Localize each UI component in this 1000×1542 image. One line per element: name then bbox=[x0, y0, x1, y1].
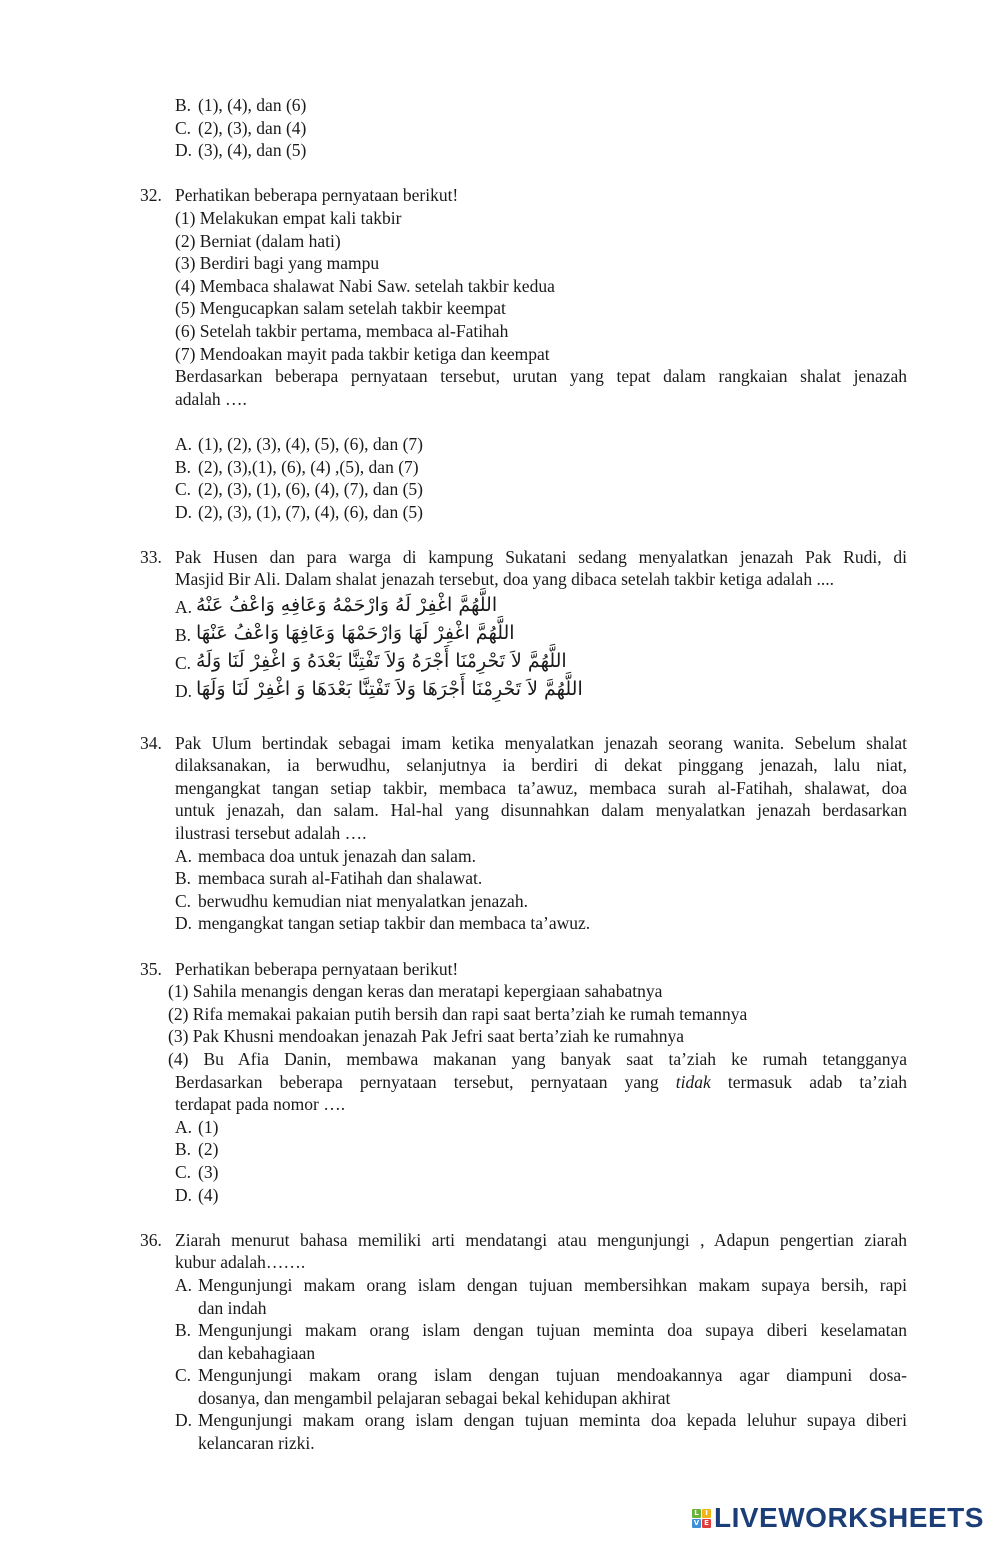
option-text: (1), (2), (3), (4), (5), (6), dan (7) bbox=[198, 433, 423, 454]
answer-option[interactable] bbox=[0, 139, 1000, 162]
option-letter: B. bbox=[175, 95, 192, 115]
answer-option[interactable] bbox=[0, 94, 1000, 117]
option-text: (2) bbox=[198, 1139, 219, 1160]
option-letter: B. bbox=[175, 1139, 192, 1160]
option-text: dan kebahagiaan bbox=[198, 1342, 316, 1363]
emphasis-word: tidak bbox=[675, 1071, 711, 1092]
text-line bbox=[0, 1003, 1000, 1026]
text-line bbox=[0, 799, 1000, 822]
text-line bbox=[0, 546, 1000, 569]
paragraph-line: mengangkat tangan setiap takbir, membaca ta’awuz, membaca surah al-Fatihah, shalawat, doa bbox=[175, 777, 907, 798]
arabic-option-text: اللَّهُمَّ لاَ تَحْرِمْنَا أَجْرَهَا وَلاَ تَفْتِنَّا بَعْدَهَا وَ اغْفِرْ لَنَا وَلَهَا bbox=[196, 678, 583, 701]
statement-item: (3) Pak Khusni mendoakan jenazah Pak Jefri saat berta’ziah ke rumahnya bbox=[168, 1026, 685, 1047]
option-text: dan indah bbox=[198, 1297, 267, 1318]
paragraph-line: Pak Ulum bertindak sebagai imam ketika menyalatkan jenazah seorang wanita. Sebelum shalat bbox=[175, 732, 907, 753]
statement-item: (5) Mengucapkan salam setelah takbir keempat bbox=[175, 298, 506, 319]
answer-option[interactable] bbox=[0, 501, 1000, 524]
text-line bbox=[0, 184, 1000, 207]
option-letter: C. bbox=[175, 479, 192, 500]
paragraph-line bbox=[175, 1071, 907, 1094]
text-line bbox=[0, 252, 1000, 275]
answer-option[interactable] bbox=[0, 1116, 1000, 1139]
option-letter: C. bbox=[175, 117, 192, 138]
text-line bbox=[0, 1048, 1000, 1071]
answer-option[interactable] bbox=[0, 1342, 1000, 1365]
spacer bbox=[0, 703, 1000, 709]
option-letter: D. bbox=[175, 140, 193, 161]
paragraph-line: Perhatikan beberapa pernyataan berikut! bbox=[175, 958, 459, 979]
option-letter: C. bbox=[175, 890, 192, 911]
text-line bbox=[0, 777, 1000, 800]
worksheet-page bbox=[0, 94, 1000, 1455]
option-text: kelancaran rizki. bbox=[198, 1433, 315, 1454]
paragraph-line: Berdasarkan beberapa pernyataan tersebut, urutan yang tepat dalam rangkaian shalat jenazah bbox=[175, 366, 907, 387]
option-text: (2), (3), (1), (7), (4), (6), dan (5) bbox=[198, 501, 423, 522]
arabic-option-text: اللَّهُمَّ اغْفِرْ لَهُ وَارْحَمْهُ وَعَافِهِ وَاعْفُ عَنْهُ bbox=[196, 594, 498, 617]
text-line bbox=[0, 568, 1000, 591]
option-letter: B. bbox=[175, 456, 192, 477]
logo-text: LIVEWORKSHEETS bbox=[714, 1502, 984, 1533]
option-letter: D. bbox=[175, 913, 193, 934]
paragraph-line: adalah …. bbox=[175, 388, 247, 409]
question-number: 34. bbox=[140, 732, 162, 753]
answer-option[interactable] bbox=[0, 1274, 1000, 1297]
answer-option[interactable] bbox=[0, 1184, 1000, 1207]
statement-item: (2) Berniat (dalam hati) bbox=[175, 230, 341, 251]
option-letter: B. bbox=[175, 868, 192, 889]
logo-tile: I bbox=[702, 1509, 711, 1518]
text-line bbox=[0, 320, 1000, 343]
option-letter: A. bbox=[175, 1116, 193, 1137]
text-line bbox=[0, 1025, 1000, 1048]
text-line bbox=[0, 230, 1000, 253]
option-letter: B. bbox=[175, 625, 192, 646]
answer-option[interactable] bbox=[0, 1432, 1000, 1455]
answer-option[interactable] bbox=[0, 647, 1000, 675]
option-letter: C. bbox=[175, 653, 192, 674]
option-letter: D. bbox=[175, 501, 193, 522]
paragraph-line: Ziarah menurut bahasa memiliki arti mendatangi atau mengunjungi , Adapun pengertian ziarah bbox=[175, 1229, 907, 1250]
text-line bbox=[0, 365, 1000, 388]
answer-option[interactable] bbox=[0, 1138, 1000, 1161]
text-line bbox=[0, 275, 1000, 298]
option-text: (1), (4), dan (6) bbox=[198, 95, 307, 115]
answer-option[interactable] bbox=[0, 845, 1000, 868]
option-text: dosanya, dan mengambil pelajaran sebagai bekal kehidupan akhirat bbox=[198, 1387, 671, 1408]
question-number: 36. bbox=[140, 1229, 162, 1250]
answer-option[interactable] bbox=[0, 867, 1000, 890]
question-number: 35. bbox=[140, 958, 162, 979]
option-text: membaca doa untuk jenazah dan salam. bbox=[198, 845, 476, 866]
option-letter: D. bbox=[175, 1184, 193, 1205]
option-text: (2), (3), dan (4) bbox=[198, 117, 307, 138]
paragraph-line: ilustrasi tersebut adalah …. bbox=[175, 823, 367, 844]
paragraph-text: Berdasarkan beberapa pernyataan tersebut, pernyataan yang bbox=[175, 1071, 676, 1092]
option-letter: A. bbox=[175, 433, 193, 454]
text-line bbox=[0, 297, 1000, 320]
option-text: (1) bbox=[198, 1116, 219, 1137]
answer-option[interactable] bbox=[0, 456, 1000, 479]
answer-option[interactable] bbox=[0, 117, 1000, 140]
answer-option[interactable] bbox=[0, 1409, 1000, 1432]
statement-item: (2) Rifa memakai pakaian putih bersih dan rapi saat berta’ziah ke rumah temannya bbox=[168, 1003, 748, 1024]
liveworksheets-logo bbox=[692, 1502, 984, 1534]
option-letter: C. bbox=[175, 1365, 192, 1386]
text-line bbox=[0, 754, 1000, 777]
answer-option[interactable] bbox=[0, 1364, 1000, 1387]
text-line bbox=[0, 207, 1000, 230]
answer-option[interactable] bbox=[0, 619, 1000, 647]
text-line bbox=[0, 822, 1000, 845]
option-text: (2), (3), (1), (6), (4), (7), dan (5) bbox=[198, 479, 423, 500]
option-text: Mengunjungi makam orang islam dengan tujuan membersihkan makam supaya bersih, rapi bbox=[198, 1274, 907, 1295]
answer-option[interactable] bbox=[0, 591, 1000, 619]
paragraph-line: dilaksanakan, ia berwudhu, selanjutnya ia berdiri di dekat pinggang jenazah, lalu niat, bbox=[175, 755, 907, 776]
option-text: membaca surah al-Fatihah dan shalawat. bbox=[198, 868, 483, 889]
text-line bbox=[0, 732, 1000, 755]
answer-option[interactable] bbox=[0, 433, 1000, 456]
text-line bbox=[0, 1229, 1000, 1252]
option-letter: D. bbox=[175, 681, 193, 702]
question-number: 32. bbox=[140, 185, 162, 206]
paragraph-line: Perhatikan beberapa pernyataan berikut! bbox=[175, 185, 459, 206]
logo-tiles-icon bbox=[692, 1509, 711, 1528]
option-text: mengangkat tangan setiap takbir dan membaca ta’awuz. bbox=[198, 913, 591, 934]
statement-item: (4) Bu Afia Danin, membawa makanan yang banyak saat ta’ziah ke rumah tetangganya bbox=[168, 1048, 907, 1069]
option-letter: A. bbox=[175, 597, 193, 618]
paragraph-line: kubur adalah……. bbox=[175, 1252, 306, 1273]
statement-item: (1) Melakukan empat kali takbir bbox=[175, 207, 402, 228]
statement-item: (4) Membaca shalawat Nabi Saw. setelah takbir kedua bbox=[175, 275, 555, 296]
arabic-option-text: اللَّهُمَّ لاَ تَحْرِمْنَا أَجْرَهُ وَلاَ تَفْتِنَّا بَعْدَهُ وَ اغْفِرْ لَنَا وَلَهُ bbox=[196, 650, 567, 673]
paragraph-line: Masjid Bir Ali. Dalam shalat jenazah tersebut, doa yang dibaca setelah takbir ketiga adalah .... bbox=[175, 569, 834, 590]
answer-option[interactable] bbox=[0, 1297, 1000, 1320]
answer-option[interactable] bbox=[0, 1319, 1000, 1342]
statement-item: (3) Berdiri bagi yang mampu bbox=[175, 253, 380, 274]
answer-option[interactable] bbox=[0, 478, 1000, 501]
option-text: berwudhu kemudian niat menyalatkan jenazah. bbox=[198, 890, 528, 911]
logo-tile: E bbox=[702, 1519, 711, 1528]
logo-tile: L bbox=[692, 1509, 701, 1518]
answer-option[interactable] bbox=[0, 1161, 1000, 1184]
text-line bbox=[0, 1071, 1000, 1094]
answer-option[interactable] bbox=[0, 1387, 1000, 1410]
paragraph-line: untuk jenazah, dan salam. Hal-hal yang disunnahkan dalam menyalatkan jenazah berdasarkan bbox=[175, 800, 907, 821]
option-letter: A. bbox=[175, 845, 193, 866]
answer-option[interactable] bbox=[0, 675, 1000, 703]
text-line bbox=[0, 958, 1000, 981]
paragraph-text: termasuk adab ta’ziah bbox=[710, 1071, 907, 1092]
statement-item: (1) Sahila menangis dengan keras dan meratapi kepergiaan sahabatnya bbox=[168, 981, 663, 1002]
arabic-option-text: اللَّهُمَّ اغْفِرْ لَهَا وَارْحَمْهَا وَعَافِهَا وَاعْفُ عَنْهَا bbox=[196, 622, 515, 645]
option-text: (3) bbox=[198, 1161, 219, 1182]
statement-item: (7) Mendoakan mayit pada takbir ketiga dan keempat bbox=[175, 343, 550, 364]
text-line bbox=[0, 343, 1000, 366]
option-text: (3), (4), dan (5) bbox=[198, 140, 307, 161]
text-line bbox=[0, 1093, 1000, 1116]
paragraph-line: terdapat pada nomor …. bbox=[175, 1094, 346, 1115]
answer-option[interactable] bbox=[0, 890, 1000, 913]
answer-option[interactable] bbox=[0, 912, 1000, 935]
option-letter: C. bbox=[175, 1161, 192, 1182]
option-letter: A. bbox=[175, 1274, 193, 1295]
option-text: Mengunjungi makam orang islam dengan tujuan meminta doa supaya diberi keselamatan bbox=[198, 1320, 907, 1341]
question-number: 33. bbox=[140, 546, 162, 567]
option-text: Mengunjungi makam orang islam dengan tujuan meminta doa kepada leluhur supaya diberi bbox=[198, 1410, 907, 1431]
option-text: Mengunjungi makam orang islam dengan tujuan mendoakannya agar diampuni dosa- bbox=[198, 1365, 907, 1386]
text-line bbox=[0, 980, 1000, 1003]
paragraph-line: Pak Husen dan para warga di kampung Sukatani sedang menyalatkan jenazah Pak Rudi, di bbox=[175, 546, 907, 567]
statement-item: (6) Setelah takbir pertama, membaca al-Fatihah bbox=[175, 320, 509, 341]
blank-line bbox=[0, 410, 1000, 433]
option-letter: B. bbox=[175, 1320, 192, 1341]
text-line bbox=[0, 388, 1000, 411]
option-text: (4) bbox=[198, 1184, 219, 1205]
logo-tile: V bbox=[693, 1518, 700, 1527]
option-text: (2), (3),(1), (6), (4) ,(5), dan (7) bbox=[198, 456, 419, 477]
option-letter: D. bbox=[175, 1410, 193, 1431]
text-line bbox=[0, 1251, 1000, 1274]
